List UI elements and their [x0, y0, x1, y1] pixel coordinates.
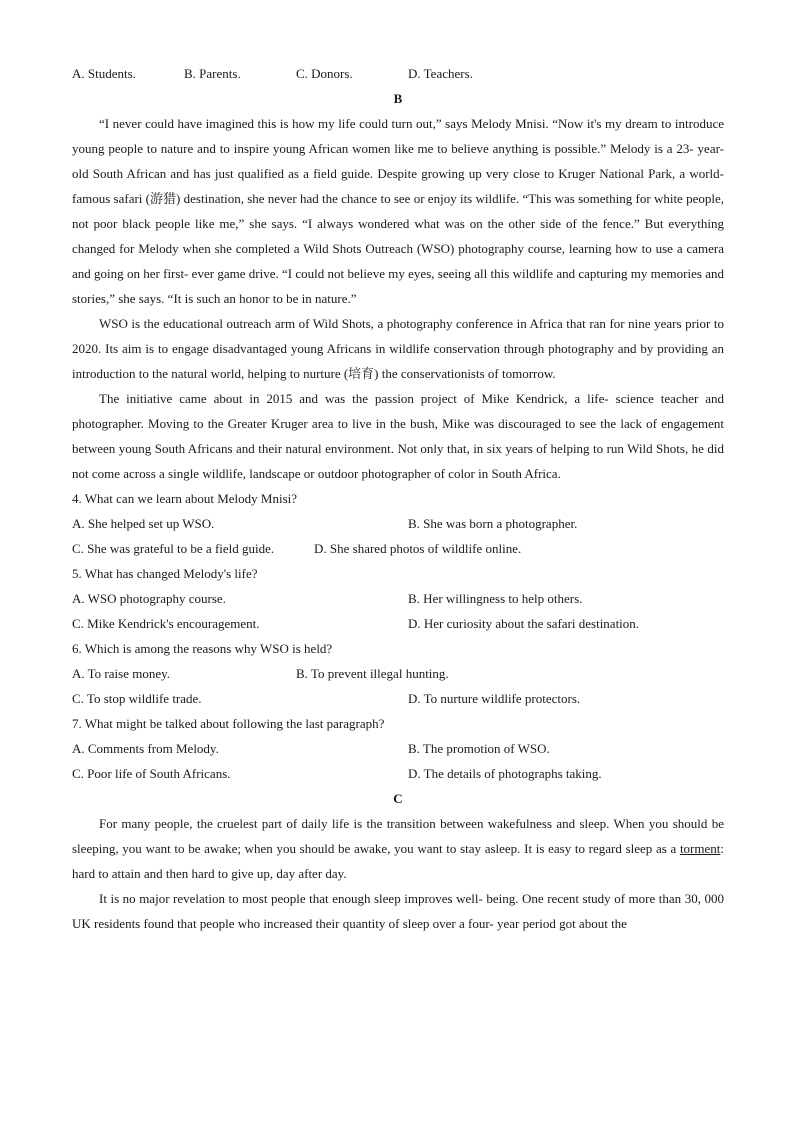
- q4-option-b: B. She was born a photographer.: [408, 516, 578, 531]
- q7-option-d: D. The details of photographs taking.: [408, 766, 602, 781]
- option-d: D. Teachers.: [408, 66, 473, 81]
- question-4-stem: 4. What can we learn about Melody Mnisi?: [72, 491, 298, 506]
- q4-option-c: C. She was grateful to be a field guide.: [72, 541, 275, 556]
- option-b: B. Parents.: [184, 66, 241, 81]
- q6-option-b: B. To prevent illegal hunting.: [296, 666, 449, 681]
- q5-option-b: B. Her willingness to help others.: [408, 591, 583, 606]
- section-c-p1-text-after: : hard to attain and then hard to give up, day after day.: [72, 841, 724, 881]
- question-5-options-row-2: [72, 611, 724, 636]
- q7-option-b: B. The promotion of WSO.: [408, 741, 550, 756]
- q6-option-c: C. To stop wildlife trade.: [72, 691, 202, 706]
- question-6-options-row-1: [72, 661, 724, 686]
- underlined-word: torment: [679, 841, 721, 856]
- question-7-stem: 7. What might be talked about following the last paragraph?: [72, 716, 385, 731]
- section-b-paragraph-1: “I never could have imagined this is how my life could turn out,” says Melody Mnisi. “Now it's my dream to introduce young people to nature and to inspire young African women like me to believe anything is possible.” Melody is a 23- year- old South African and has just qualified as a field guide. Despite growing up very close to Kruger National Park, a world- famous safari (游猎) destination, she never had the chance to see or enjoy its wildlife. “This was something for white people, not poor black people like me,” she says. “I always wondered what was on the other side of the fence.” But everything changed for Melody when she completed a Wild Shots Outreach (WSO) photography course, learning how to use a camera and going on her first- ever game drive. “I could not believe my eyes, seeing all this wildlife and capturing my memories and stories,” she says. “It is such an honor to be in nature.”: [72, 116, 724, 306]
- section-c-p1-text-before: For many people, the cruelest part of daily life is the transition between wakefulness and sleep. When you should be sleeping, you want to be awake; when you should be awake, you want to stay asleep. It is easy to regard sleep as a: [72, 816, 724, 856]
- q4-option-a: A. She helped set up WSO.: [72, 516, 215, 531]
- section-c-paragraph-2: It is no major revelation to most people that enough sleep improves well- being. One recent study of more than 30, 000 UK residents found that people who increased their quantity of sleep over a four- year period got about the: [72, 891, 724, 931]
- option-c: C. Donors.: [296, 66, 353, 81]
- q5-option-a: A. WSO photography course.: [72, 591, 226, 606]
- section-b-heading: B: [393, 91, 403, 106]
- question-6-stem: 6. Which is among the reasons why WSO is held?: [72, 641, 333, 656]
- section-c-heading: C: [393, 791, 403, 806]
- question-6-options-row-2: [72, 686, 724, 711]
- section-b-paragraph-3: The initiative came about in 2015 and was the passion project of Mike Kendrick, a life- science teacher and photographer. Moving to the Greater Kruger area to live in the bush, Mike was discouraged to see the lack of engagement between young South Africans and their natural environment. Not only that, in six years of helping to run Wild Shots, he did not come across a single wildlife, landscape or outdoor photographer of color in South Africa.: [72, 391, 724, 481]
- q5-option-c: C. Mike Kendrick's encouragement.: [72, 616, 260, 631]
- prev-question-options: [72, 61, 724, 86]
- q6-option-a: A. To raise money.: [72, 666, 171, 681]
- document-page: [72, 61, 724, 936]
- q4-option-d: D. She shared photos of wildlife online.: [314, 541, 522, 556]
- option-a: A. Students.: [72, 66, 136, 81]
- question-5-options-row-1: [72, 586, 724, 611]
- question-4-options-row-1: [72, 511, 724, 536]
- question-5-stem: 5. What has changed Melody's life?: [72, 566, 258, 581]
- question-7-options-row-1: [72, 736, 724, 761]
- q5-option-d: D. Her curiosity about the safari destination.: [408, 616, 640, 631]
- question-4-options-row-2: [72, 536, 724, 561]
- section-b-paragraph-2: WSO is the educational outreach arm of Wild Shots, a photography conference in Africa that ran for nine years prior to 2020. Its aim is to engage disadvantaged young Africans in wildlife conservation through photography and by providing an introduction to the natural world, helping to nurture (培育) the conservationists of tomorrow.: [72, 316, 724, 381]
- section-c-paragraph-1: [72, 811, 724, 886]
- q7-option-a: A. Comments from Melody.: [72, 741, 219, 756]
- q7-option-c: C. Poor life of South Africans.: [72, 766, 231, 781]
- question-7-options-row-2: [72, 761, 724, 786]
- q6-option-d: D. To nurture wildlife protectors.: [408, 691, 581, 706]
